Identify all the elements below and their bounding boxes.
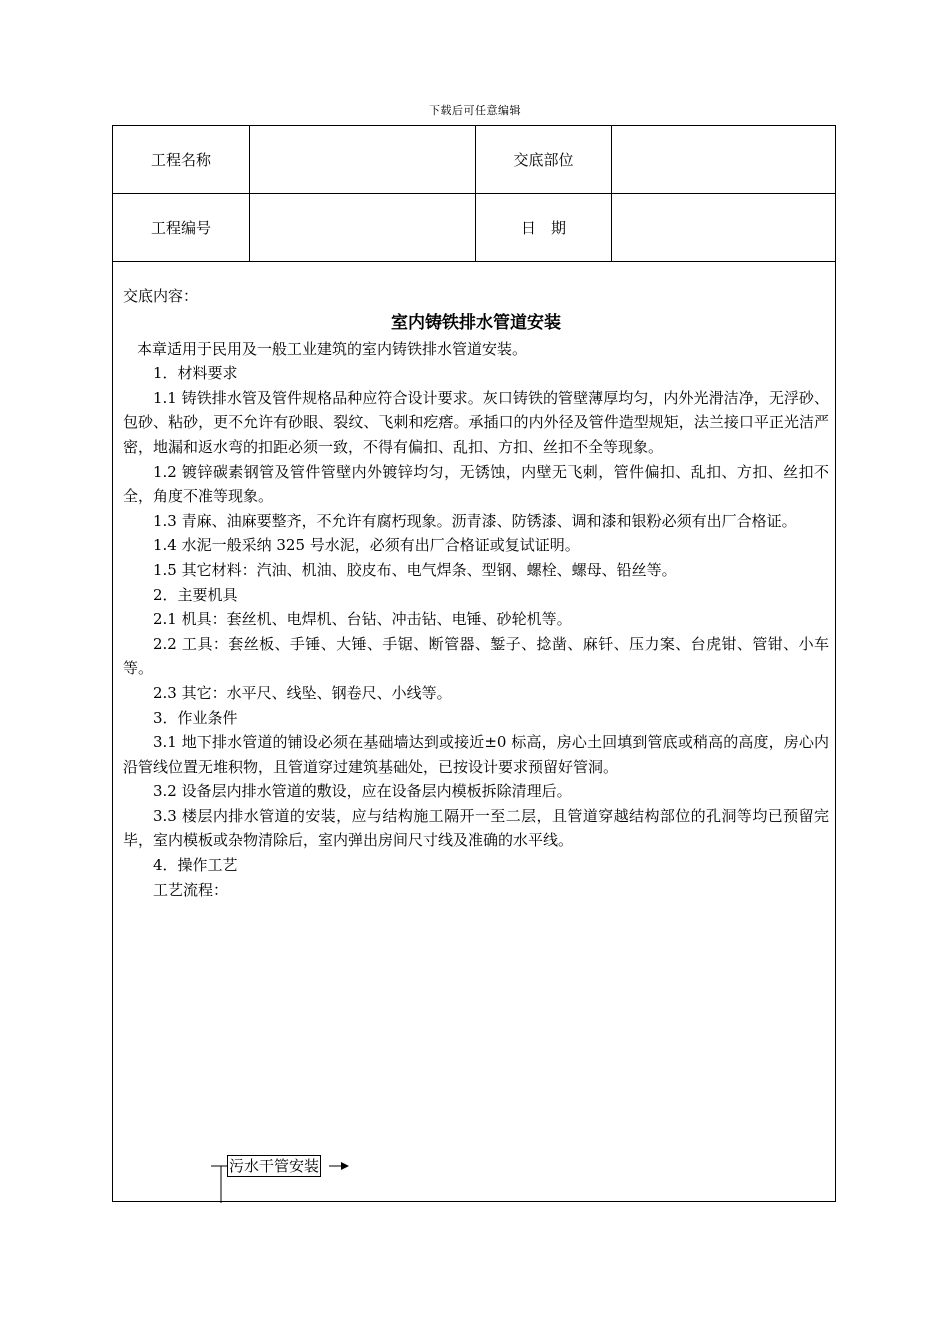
content-paragraph: 3.2 设备层内排水管道的敷设，应在设备层内模板拆除清理后。 [153,782,572,801]
flow-arrowhead [341,1162,349,1170]
project-name-field[interactable] [250,126,475,193]
flow-step-sewer-main: 污水干管安装 [229,1157,320,1175]
content-paragraph: 2.1 机具：套丝机、电焊机、台钻、冲击钻、电锤、砂轮机等。 [153,610,572,629]
disclosure-form [112,125,836,1202]
disclosure-content [123,284,829,902]
content-paragraph: 2.2 工具：套丝板、手锤、大锤、手锯、断管器、錾子、捻凿、麻钎、压力案、台虎钳、管钳、小车等。 [123,634,829,678]
content-paragraph: 2．主要机具 [153,585,238,604]
content-paragraph: 4．操作工艺 [153,856,238,875]
content-paragraph: 1.1 铸铁排水管及管件规格品种应符合设计要求。灰口铸铁的管壁薄厚均匀，内外光滑洁净，无浮砂、包砂、粘砂，更不允许有砂眼、裂纹、飞刺和疙瘩。承插口的内外径及管件造型规矩，法兰接口平正光洁严密，地漏和返水弯的扣距必须一致，不得有偏扣、乱扣、方扣、丝扣不全等现象。 [123,388,829,456]
content-intro-label: 交底内容： [123,287,199,305]
content-paragraph: 3.1 地下排水管道的铺设必须在基础墙达到或接近±0 标高，房心土回填到管底或稍高的高度，房心内沿管线位置无堆积物，且管道穿过建筑基础处，已按设计要求预留好管洞。 [123,733,829,776]
content-paragraph: 工艺流程： [153,880,229,899]
date-field[interactable] [612,194,835,261]
content-paragraph: 3.3 楼层内排水管道的安装，应与结构施工隔开一至二层，且管道穿越结构部位的孔洞等均已预留完毕，室内模板或杂物清除后，室内弹出房间尺寸线及准确的水平线。 [123,806,829,850]
content-paragraph: 本章适用于民用及一般工业建筑的室内铸铁排水管道安装。 [137,339,528,358]
project-number-label: 工程编号 [150,219,211,237]
content-paragraph: 3．作业条件 [153,708,238,727]
location-label: 交底部位 [513,151,574,169]
document-title: 室内铸铁排水管道安装 [391,312,561,333]
paragraph-list [123,337,829,903]
row-divider [113,261,835,262]
content-paragraph: 2.3 其它：水平尺、线坠、钢卷尺、小线等。 [153,683,452,702]
content-paragraph: 1.2 镀锌碳素钢管及管件管壁内外镀锌均匀，无锈蚀，内壁无飞刺，管件偏扣、乱扣、方扣、丝扣不全，角度不准等现象。 [123,462,829,506]
location-field[interactable] [612,126,835,193]
download-note: 下载后可任意编辑 [429,104,521,117]
project-name-label: 工程名称 [150,151,211,169]
content-paragraph: 1.5 其它材料：汽油、机油、胶皮布、电气焊条、型钢、螺栓、螺母、铅丝等。 [153,560,677,579]
date-label: 日 期 [520,219,566,237]
content-paragraph: 1.4 水泥一般采纳 325 号水泥，必须有出厂合格证或复试证明。 [153,536,580,555]
content-paragraph: 1.3 青麻、油麻要整齐，不允许有腐朽现象。沥青漆、防锈漆、调和漆和银粉必须有出厂合格证。 [153,511,797,530]
project-number-field[interactable] [250,194,475,261]
content-paragraph: 1．材料要求 [153,364,238,383]
